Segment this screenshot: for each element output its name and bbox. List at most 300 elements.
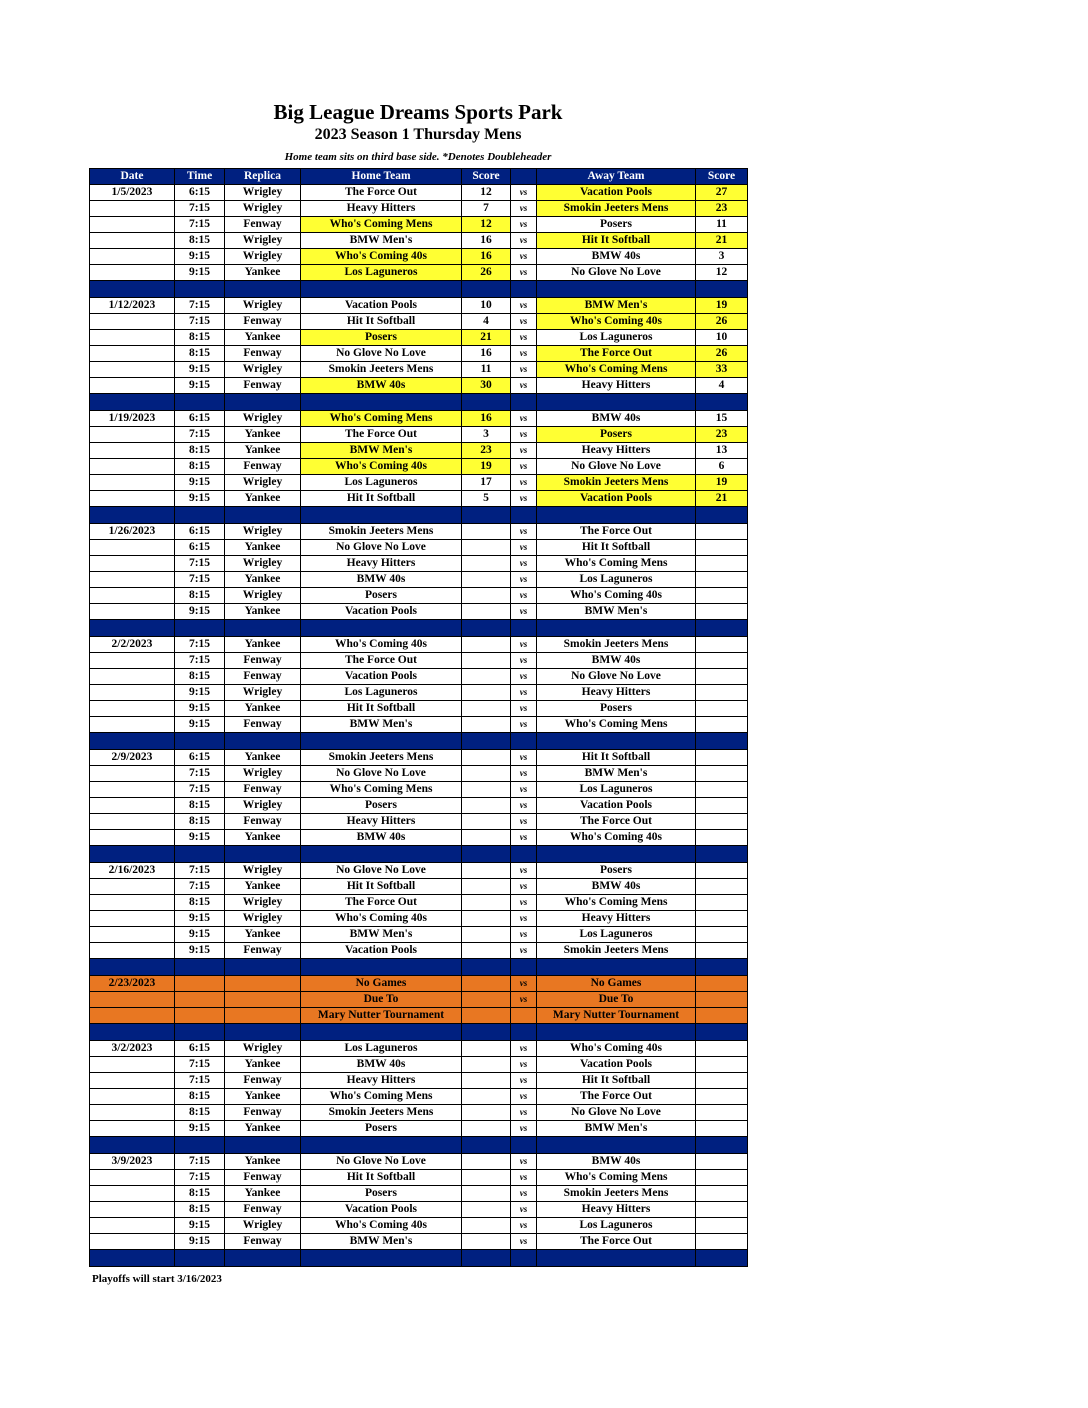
away-score: 10 bbox=[696, 330, 748, 346]
away-team: The Force Out bbox=[537, 524, 696, 540]
home-score: 16 bbox=[462, 233, 511, 249]
game-date bbox=[90, 265, 175, 281]
page-subtitle: 2023 Season 1 Thursday Mens bbox=[314, 126, 522, 143]
game-field: Yankee bbox=[225, 1057, 301, 1073]
home-team: Heavy Hitters bbox=[301, 814, 462, 830]
game-date bbox=[90, 911, 175, 927]
home-score bbox=[462, 717, 511, 733]
header-date: Date bbox=[90, 169, 175, 185]
game-time: 7:15 bbox=[175, 879, 225, 895]
game-row bbox=[90, 443, 748, 459]
game-row bbox=[90, 927, 748, 943]
separator-cell bbox=[462, 959, 511, 976]
away-score bbox=[696, 750, 748, 766]
away-team: Due To bbox=[537, 992, 696, 1008]
game-field: Wrigley bbox=[225, 475, 301, 491]
game-row bbox=[90, 798, 748, 814]
game-row bbox=[90, 572, 748, 588]
away-score bbox=[696, 701, 748, 717]
away-score: 23 bbox=[696, 427, 748, 443]
game-field: Wrigley bbox=[225, 524, 301, 540]
game-row bbox=[90, 588, 748, 604]
away-score bbox=[696, 1105, 748, 1121]
away-team: Who's Coming Mens bbox=[537, 895, 696, 911]
separator-cell bbox=[511, 1250, 537, 1267]
home-team: Who's Coming 40s bbox=[301, 637, 462, 653]
away-score: 21 bbox=[696, 491, 748, 507]
home-team: Smokin Jeeters Mens bbox=[301, 1105, 462, 1121]
game-field: Yankee bbox=[225, 830, 301, 846]
home-score bbox=[462, 685, 511, 701]
game-time: 9:15 bbox=[175, 717, 225, 733]
game-field: Wrigley bbox=[225, 556, 301, 572]
away-score bbox=[696, 1234, 748, 1250]
game-row bbox=[90, 863, 748, 879]
week-separator bbox=[90, 394, 748, 411]
game-row bbox=[90, 249, 748, 265]
game-time: 8:15 bbox=[175, 1089, 225, 1105]
vs-label: vs bbox=[511, 217, 537, 233]
game-field bbox=[225, 1008, 301, 1024]
separator-cell bbox=[301, 1137, 462, 1154]
separator-cell bbox=[462, 1250, 511, 1267]
away-score bbox=[696, 943, 748, 959]
week-separator bbox=[90, 959, 748, 976]
vs-label: vs bbox=[511, 863, 537, 879]
game-date bbox=[90, 443, 175, 459]
game-field: Fenway bbox=[225, 1170, 301, 1186]
game-field: Wrigley bbox=[225, 233, 301, 249]
game-row bbox=[90, 265, 748, 281]
vs-label: vs bbox=[511, 1234, 537, 1250]
game-time: 8:15 bbox=[175, 346, 225, 362]
game-field: Fenway bbox=[225, 459, 301, 475]
home-team: BMW Men's bbox=[301, 1234, 462, 1250]
home-team: BMW Men's bbox=[301, 717, 462, 733]
home-score bbox=[462, 1057, 511, 1073]
away-team: BMW 40s bbox=[537, 1154, 696, 1170]
vs-label: vs bbox=[511, 588, 537, 604]
game-time: 7:15 bbox=[175, 298, 225, 314]
away-score bbox=[696, 1073, 748, 1089]
home-score: 16 bbox=[462, 346, 511, 362]
home-team: Vacation Pools bbox=[301, 298, 462, 314]
game-time: 8:15 bbox=[175, 798, 225, 814]
home-score bbox=[462, 750, 511, 766]
vs-label: vs bbox=[511, 249, 537, 265]
header-away-score: Score bbox=[696, 169, 748, 185]
away-score bbox=[696, 814, 748, 830]
game-time: 7:15 bbox=[175, 427, 225, 443]
game-date: 1/26/2023 bbox=[90, 524, 175, 540]
game-date bbox=[90, 766, 175, 782]
separator-cell bbox=[225, 1250, 301, 1267]
game-field: Fenway bbox=[225, 653, 301, 669]
separator-cell bbox=[90, 1024, 175, 1041]
separator-cell bbox=[537, 281, 696, 298]
away-team: Smokin Jeeters Mens bbox=[537, 201, 696, 217]
game-field: Wrigley bbox=[225, 249, 301, 265]
away-team: Who's Coming 40s bbox=[537, 314, 696, 330]
separator-cell bbox=[537, 1137, 696, 1154]
game-field: Wrigley bbox=[225, 201, 301, 217]
separator-cell bbox=[301, 959, 462, 976]
game-time: 6:15 bbox=[175, 185, 225, 201]
game-row bbox=[90, 766, 748, 782]
home-team: The Force Out bbox=[301, 427, 462, 443]
away-score bbox=[696, 927, 748, 943]
separator-cell bbox=[511, 394, 537, 411]
home-team: Heavy Hitters bbox=[301, 1073, 462, 1089]
separator-cell bbox=[537, 846, 696, 863]
away-team: No Glove No Love bbox=[537, 1105, 696, 1121]
game-row bbox=[90, 637, 748, 653]
separator-cell bbox=[90, 507, 175, 524]
away-score bbox=[696, 717, 748, 733]
game-date bbox=[90, 1008, 175, 1024]
game-date bbox=[90, 1073, 175, 1089]
separator-cell bbox=[301, 507, 462, 524]
home-team: Posers bbox=[301, 588, 462, 604]
game-date bbox=[90, 1202, 175, 1218]
separator-cell bbox=[175, 394, 225, 411]
vs-label: vs bbox=[511, 717, 537, 733]
game-time: 8:15 bbox=[175, 814, 225, 830]
away-score: 15 bbox=[696, 411, 748, 427]
game-field: Wrigley bbox=[225, 766, 301, 782]
separator-cell bbox=[511, 733, 537, 750]
vs-label: vs bbox=[511, 1186, 537, 1202]
game-row bbox=[90, 540, 748, 556]
game-time: 6:15 bbox=[175, 1041, 225, 1057]
game-row bbox=[90, 378, 748, 394]
game-time: 7:15 bbox=[175, 556, 225, 572]
game-date bbox=[90, 830, 175, 846]
game-date: 2/23/2023 bbox=[90, 976, 175, 992]
vs-label: vs bbox=[511, 653, 537, 669]
vs-label: vs bbox=[511, 943, 537, 959]
home-team: Hit It Softball bbox=[301, 879, 462, 895]
separator-cell bbox=[511, 1024, 537, 1041]
separator-cell bbox=[537, 959, 696, 976]
game-time bbox=[175, 992, 225, 1008]
game-field: Wrigley bbox=[225, 911, 301, 927]
separator-cell bbox=[511, 507, 537, 524]
game-row bbox=[90, 1057, 748, 1073]
home-score bbox=[462, 766, 511, 782]
game-field: Fenway bbox=[225, 1073, 301, 1089]
separator-cell bbox=[225, 394, 301, 411]
home-team: No Glove No Love bbox=[301, 766, 462, 782]
away-team: Hit It Softball bbox=[537, 540, 696, 556]
home-team: Vacation Pools bbox=[301, 604, 462, 620]
away-team: Posers bbox=[537, 427, 696, 443]
home-team: No Glove No Love bbox=[301, 863, 462, 879]
separator-cell bbox=[696, 620, 748, 637]
home-score bbox=[462, 895, 511, 911]
away-score bbox=[696, 798, 748, 814]
home-team: Heavy Hitters bbox=[301, 201, 462, 217]
home-score bbox=[462, 604, 511, 620]
away-score bbox=[696, 830, 748, 846]
vs-label: vs bbox=[511, 1121, 537, 1137]
away-team: Hit It Softball bbox=[537, 1073, 696, 1089]
away-team: Who's Coming Mens bbox=[537, 556, 696, 572]
game-time: 7:15 bbox=[175, 314, 225, 330]
game-date bbox=[90, 201, 175, 217]
home-team: Posers bbox=[301, 798, 462, 814]
schedule-note: Home team sits on third base side. *Denotes Doubleheader bbox=[284, 151, 552, 163]
separator-cell bbox=[511, 281, 537, 298]
game-field: Yankee bbox=[225, 572, 301, 588]
away-score bbox=[696, 766, 748, 782]
game-field: Yankee bbox=[225, 701, 301, 717]
game-field: Fenway bbox=[225, 669, 301, 685]
game-row bbox=[90, 1218, 748, 1234]
vs-label: vs bbox=[511, 1057, 537, 1073]
away-team: Posers bbox=[537, 701, 696, 717]
vs-label: vs bbox=[511, 830, 537, 846]
game-field: Yankee bbox=[225, 330, 301, 346]
away-score bbox=[696, 879, 748, 895]
vs-label: vs bbox=[511, 685, 537, 701]
game-field: Yankee bbox=[225, 604, 301, 620]
week-separator bbox=[90, 846, 748, 863]
separator-cell bbox=[225, 1024, 301, 1041]
vs-label: vs bbox=[511, 604, 537, 620]
separator-cell bbox=[301, 281, 462, 298]
header-vs bbox=[511, 169, 537, 185]
home-team: No Glove No Love bbox=[301, 346, 462, 362]
game-row bbox=[90, 298, 748, 314]
home-score bbox=[462, 992, 511, 1008]
away-team: Los Laguneros bbox=[537, 927, 696, 943]
game-time: 9:15 bbox=[175, 604, 225, 620]
home-score bbox=[462, 572, 511, 588]
separator-cell bbox=[537, 1250, 696, 1267]
game-row bbox=[90, 1073, 748, 1089]
separator-cell bbox=[696, 1250, 748, 1267]
vs-label: vs bbox=[511, 459, 537, 475]
game-row bbox=[90, 1121, 748, 1137]
game-date bbox=[90, 1105, 175, 1121]
game-time: 7:15 bbox=[175, 637, 225, 653]
game-time: 8:15 bbox=[175, 588, 225, 604]
separator-cell bbox=[175, 620, 225, 637]
vs-label: vs bbox=[511, 701, 537, 717]
separator-cell bbox=[90, 959, 175, 976]
game-date bbox=[90, 943, 175, 959]
game-date bbox=[90, 1186, 175, 1202]
game-field: Fenway bbox=[225, 346, 301, 362]
game-time: 8:15 bbox=[175, 459, 225, 475]
home-team: Due To bbox=[301, 992, 462, 1008]
home-score bbox=[462, 1073, 511, 1089]
game-field: Wrigley bbox=[225, 863, 301, 879]
away-team: The Force Out bbox=[537, 1234, 696, 1250]
game-time: 9:15 bbox=[175, 830, 225, 846]
game-date bbox=[90, 427, 175, 443]
away-score: 12 bbox=[696, 265, 748, 281]
page-title: Big League Dreams Sports Park bbox=[273, 100, 563, 124]
away-team: BMW Men's bbox=[537, 604, 696, 620]
home-team: Los Laguneros bbox=[301, 475, 462, 491]
game-time: 7:15 bbox=[175, 1073, 225, 1089]
home-team: Heavy Hitters bbox=[301, 556, 462, 572]
vs-label: vs bbox=[511, 378, 537, 394]
home-score bbox=[462, 588, 511, 604]
home-score: 5 bbox=[462, 491, 511, 507]
home-team: Who's Coming 40s bbox=[301, 249, 462, 265]
home-score bbox=[462, 1234, 511, 1250]
game-row bbox=[90, 879, 748, 895]
home-score bbox=[462, 669, 511, 685]
game-row bbox=[90, 427, 748, 443]
separator-cell bbox=[225, 507, 301, 524]
game-date bbox=[90, 1170, 175, 1186]
game-time: 9:15 bbox=[175, 265, 225, 281]
playoffs-note: Playoffs will start 3/16/2023 bbox=[92, 1273, 222, 1285]
game-field: Fenway bbox=[225, 943, 301, 959]
home-team: Smokin Jeeters Mens bbox=[301, 524, 462, 540]
game-time: 8:15 bbox=[175, 1105, 225, 1121]
away-score bbox=[696, 572, 748, 588]
game-field: Wrigley bbox=[225, 298, 301, 314]
home-score bbox=[462, 524, 511, 540]
home-score bbox=[462, 798, 511, 814]
game-date bbox=[90, 314, 175, 330]
game-field: Fenway bbox=[225, 814, 301, 830]
game-row bbox=[90, 1186, 748, 1202]
away-team: BMW 40s bbox=[537, 249, 696, 265]
home-score: 10 bbox=[462, 298, 511, 314]
vs-label bbox=[511, 1008, 537, 1024]
away-team: Vacation Pools bbox=[537, 798, 696, 814]
game-field: Yankee bbox=[225, 750, 301, 766]
away-score bbox=[696, 524, 748, 540]
separator-cell bbox=[696, 507, 748, 524]
separator-cell bbox=[301, 1250, 462, 1267]
game-row bbox=[90, 475, 748, 491]
game-date bbox=[90, 927, 175, 943]
away-score bbox=[696, 976, 748, 992]
week-separator bbox=[90, 620, 748, 637]
home-score: 23 bbox=[462, 443, 511, 459]
schedule-table bbox=[89, 168, 748, 1267]
separator-cell bbox=[511, 620, 537, 637]
game-time: 9:15 bbox=[175, 1234, 225, 1250]
home-team: Vacation Pools bbox=[301, 943, 462, 959]
header-home-score: Score bbox=[462, 169, 511, 185]
home-score: 12 bbox=[462, 217, 511, 233]
away-team: No Glove No Love bbox=[537, 669, 696, 685]
away-team: Los Laguneros bbox=[537, 330, 696, 346]
game-row bbox=[90, 992, 748, 1008]
away-score bbox=[696, 1202, 748, 1218]
game-date: 3/2/2023 bbox=[90, 1041, 175, 1057]
game-row bbox=[90, 895, 748, 911]
game-time: 9:15 bbox=[175, 1218, 225, 1234]
game-field: Fenway bbox=[225, 782, 301, 798]
game-date bbox=[90, 895, 175, 911]
game-date bbox=[90, 1121, 175, 1137]
home-team: No Glove No Love bbox=[301, 540, 462, 556]
home-score: 16 bbox=[462, 249, 511, 265]
away-team: Who's Coming Mens bbox=[537, 362, 696, 378]
home-team: Who's Coming Mens bbox=[301, 1089, 462, 1105]
game-row bbox=[90, 1234, 748, 1250]
separator-cell bbox=[696, 281, 748, 298]
away-team: Heavy Hitters bbox=[537, 911, 696, 927]
home-score bbox=[462, 1089, 511, 1105]
game-field: Wrigley bbox=[225, 1218, 301, 1234]
away-score bbox=[696, 637, 748, 653]
game-date bbox=[90, 1057, 175, 1073]
header-home-team: Home Team bbox=[301, 169, 462, 185]
game-time: 9:15 bbox=[175, 685, 225, 701]
home-team: Posers bbox=[301, 1121, 462, 1137]
game-field: Yankee bbox=[225, 1089, 301, 1105]
game-time: 7:15 bbox=[175, 1057, 225, 1073]
vs-label: vs bbox=[511, 669, 537, 685]
home-score: 3 bbox=[462, 427, 511, 443]
game-time: 7:15 bbox=[175, 1154, 225, 1170]
vs-label: vs bbox=[511, 637, 537, 653]
game-row bbox=[90, 459, 748, 475]
separator-cell bbox=[175, 507, 225, 524]
home-score bbox=[462, 1008, 511, 1024]
game-date bbox=[90, 540, 175, 556]
vs-label: vs bbox=[511, 475, 537, 491]
away-team: Smokin Jeeters Mens bbox=[537, 943, 696, 959]
away-score: 26 bbox=[696, 346, 748, 362]
separator-cell bbox=[696, 733, 748, 750]
game-field: Wrigley bbox=[225, 588, 301, 604]
game-time: 9:15 bbox=[175, 491, 225, 507]
game-row bbox=[90, 750, 748, 766]
week-separator bbox=[90, 1137, 748, 1154]
game-field bbox=[225, 976, 301, 992]
away-score bbox=[696, 992, 748, 1008]
game-time: 8:15 bbox=[175, 330, 225, 346]
away-team: Vacation Pools bbox=[537, 491, 696, 507]
separator-cell bbox=[225, 959, 301, 976]
away-team: The Force Out bbox=[537, 346, 696, 362]
away-score: 23 bbox=[696, 201, 748, 217]
game-time: 8:15 bbox=[175, 1186, 225, 1202]
separator-cell bbox=[301, 620, 462, 637]
week-separator bbox=[90, 1024, 748, 1041]
separator-cell bbox=[175, 281, 225, 298]
game-date bbox=[90, 378, 175, 394]
away-team: BMW 40s bbox=[537, 653, 696, 669]
home-score bbox=[462, 1218, 511, 1234]
home-score bbox=[462, 863, 511, 879]
separator-cell bbox=[90, 394, 175, 411]
header-time: Time bbox=[175, 169, 225, 185]
game-date bbox=[90, 701, 175, 717]
game-time: 9:15 bbox=[175, 249, 225, 265]
game-time: 7:15 bbox=[175, 863, 225, 879]
header-row bbox=[90, 169, 748, 185]
away-score: 19 bbox=[696, 298, 748, 314]
game-field: Wrigley bbox=[225, 1041, 301, 1057]
separator-cell bbox=[90, 846, 175, 863]
separator-cell bbox=[225, 281, 301, 298]
game-row bbox=[90, 976, 748, 992]
home-team: Who's Coming 40s bbox=[301, 911, 462, 927]
home-score bbox=[462, 879, 511, 895]
